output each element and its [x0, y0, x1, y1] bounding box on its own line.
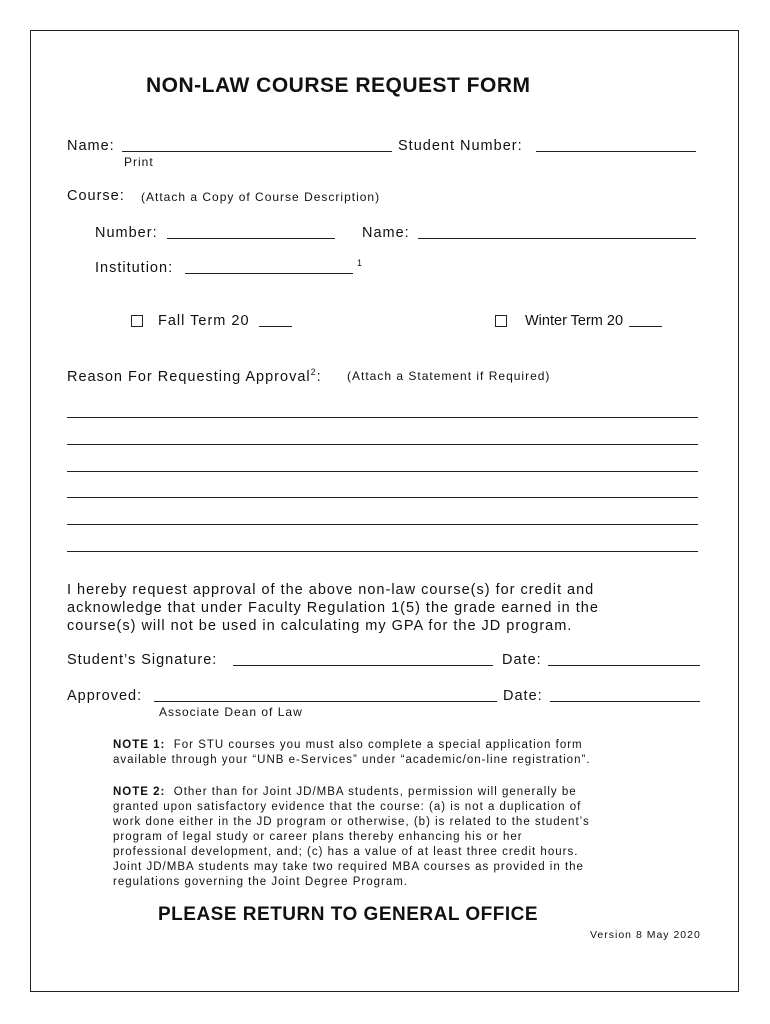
fall-term-label: Fall Term 20 [158, 313, 250, 329]
note-2-line: program of legal study or career plans thereby enhancing his or her [113, 831, 523, 843]
reason-label [67, 367, 322, 385]
note-1-text: For STU courses you must also complete a special application form [173, 739, 583, 751]
course-number-label: Number: [95, 225, 158, 241]
declaration-line: acknowledge that under Faculty Regulation 1(5) the grade earned in the [67, 600, 599, 616]
signature-date-field[interactable] [548, 665, 700, 666]
student-number-field[interactable] [536, 151, 696, 152]
reason-footnote-marker: 2 [310, 367, 317, 377]
institution-label: Institution: [95, 260, 174, 276]
fall-term-year-field[interactable] [259, 326, 292, 327]
course-label: Course: [67, 188, 125, 204]
signature-date-label: Date: [502, 652, 542, 668]
note-2-line: work done either in the JD program or otherwise, (b) is related to the student’s [113, 816, 590, 828]
declaration-line: course(s) will not be used in calculating my GPA for the JD program. [67, 618, 573, 634]
reason-label-text: Reason For Requesting Approval [67, 368, 311, 385]
reason-line[interactable] [67, 417, 698, 418]
signature-field[interactable] [233, 665, 493, 666]
note-2-line: granted upon satisfactory evidence that the course: (a) is not a duplication of [113, 801, 582, 813]
note-1-label: NOTE 1: [113, 739, 166, 751]
winter-term-year-field[interactable] [629, 326, 662, 327]
course-name-label: Name: [362, 225, 410, 241]
declaration-line: I hereby request approval of the above non-law course(s) for credit and [67, 582, 595, 598]
reason-line[interactable] [67, 524, 698, 525]
note-2-line: professional development, and; (c) has a value of at least three credit hours. [113, 846, 579, 858]
note-2-text: Other than for Joint JD/MBA students, permission will generally be [173, 786, 577, 798]
reason-colon: : [316, 368, 322, 385]
reason-line[interactable] [67, 444, 698, 445]
declaration-text [67, 581, 599, 635]
note-1 [113, 738, 591, 768]
return-instruction: PLEASE RETURN TO GENERAL OFFICE [158, 904, 539, 925]
note-1-line [113, 738, 591, 753]
winter-term-label: Winter Term 20 [525, 313, 624, 329]
note-2-label: NOTE 2: [113, 786, 166, 798]
course-hint: (Attach a Copy of Course Description) [141, 190, 381, 204]
approved-field[interactable] [154, 701, 497, 702]
institution-field[interactable] [185, 273, 353, 274]
reason-line[interactable] [67, 471, 698, 472]
institution-footnote-marker: 1 [357, 258, 363, 268]
name-label: Name: [67, 138, 115, 154]
signature-label: Student’s Signature: [67, 652, 218, 668]
fall-term-checkbox[interactable] [131, 315, 143, 327]
name-field[interactable] [122, 151, 392, 152]
note-2-line: regulations governing the Joint Degree Program. [113, 876, 409, 888]
form-title: NON-LAW COURSE REQUEST FORM [146, 74, 531, 97]
reason-line[interactable] [67, 497, 698, 498]
course-name-field[interactable] [418, 238, 696, 239]
print-hint: Print [124, 155, 154, 169]
approved-label: Approved: [67, 688, 143, 704]
note-2 [113, 785, 590, 890]
student-number-label: Student Number: [398, 138, 523, 154]
note-1-line: available through your “UNB e-Services” under “academic/on-line registration”. [113, 754, 591, 766]
version-label: Version 8 May 2020 [590, 929, 701, 941]
note-2-line [113, 785, 590, 800]
winter-term-checkbox[interactable] [495, 315, 507, 327]
reason-hint: (Attach a Statement if Required) [347, 369, 551, 383]
approver-title: Associate Dean of Law [159, 705, 303, 719]
course-number-field[interactable] [167, 238, 335, 239]
approved-date-label: Date: [503, 688, 543, 704]
approved-date-field[interactable] [550, 701, 700, 702]
note-2-line: Joint JD/MBA students may take two required MBA courses as provided in the [113, 861, 584, 873]
reason-line[interactable] [67, 551, 698, 552]
